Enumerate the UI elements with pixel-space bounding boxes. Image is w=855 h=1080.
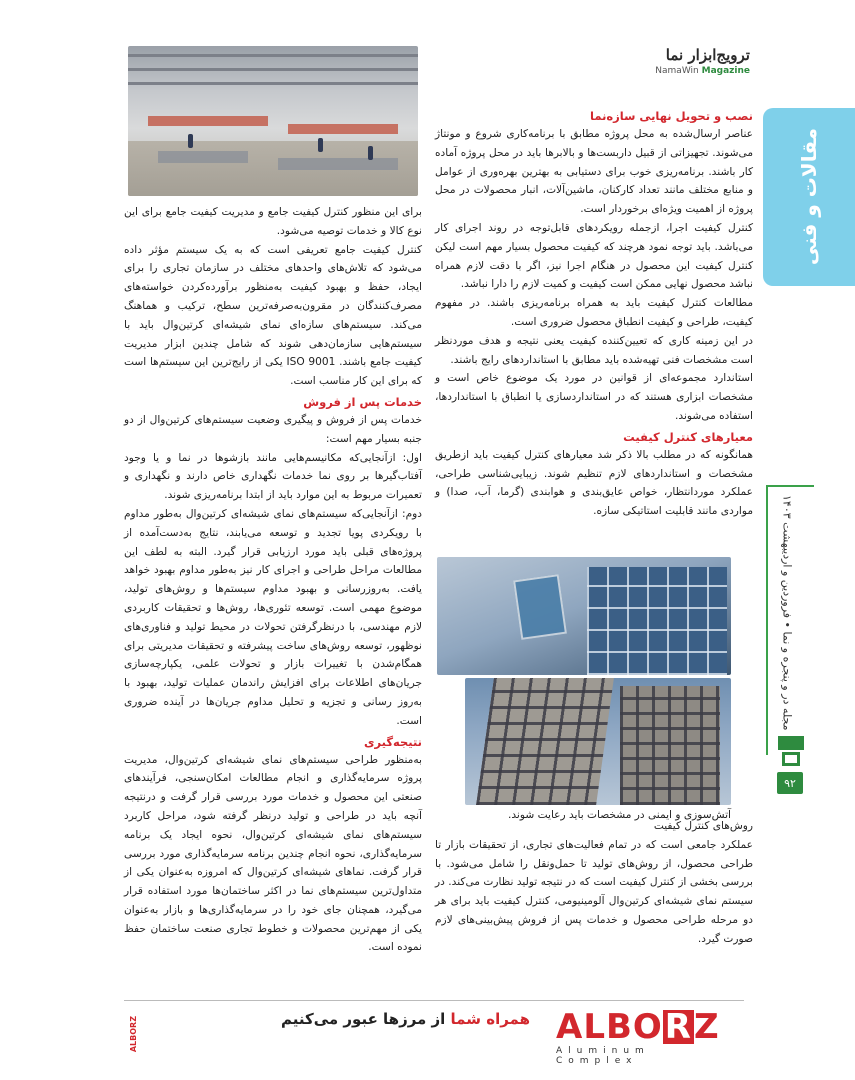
logo-word: Magazine <box>701 66 750 76</box>
alborz-part-3: Z <box>693 1007 720 1047</box>
paragraph: استاندارد مجموعه‌ای از قوانین در مورد یک موضوع خاص است و مشخصات ابزاری هستند که در استانداردسازی یا انطباق با استانداردها، استفاده می‌شوند. <box>435 372 753 422</box>
heading-quality-criteria: معیارهای کنترل کیفیت <box>623 429 753 444</box>
sidebar-divider <box>766 485 768 755</box>
logo-subtitle <box>640 66 750 76</box>
alborz-part-1: ALBO <box>556 1007 663 1047</box>
footer-divider <box>124 1000 744 1001</box>
paragraph: عناصر ارسال‌شده به محل پروژه مطابق با برنامه‌کاری شروع و مونتاژ می‌شوند. تجهیزاتی از قبیل داربست‌ها و بالابرها باید در محل پروژه آماده کار باشند. برنامه‌ریزی خوب برای دستیابی به بهترین بهره‌وری از عوامل و منابع مختلف مانند تعداد کارکنان، ماشین‌آلات، انبار محصولات در محل پروژه از اهمیت ویژه‌ای برخوردار است. <box>435 128 753 216</box>
issue-meta-wrap <box>770 495 804 731</box>
paragraph: روش‌های کنترل کیفیت <box>653 820 753 832</box>
section-tab-label: مقالات و فنی <box>797 128 821 266</box>
page-mark-outline-icon <box>782 752 800 766</box>
paragraph: کنترل کیفیت جامع تعریفی است که به یک سیستم مؤثر داده می‌شود که تلاش‌های واحدهای مختلف در سازمان تجاری را برای ایجاد، حفظ و بهبود کیفیت به‌منظور برآورده‌کردن خواسته‌های مصرف‌کنندگان در مقرون‌به‌صرفه‌ترین سطح، ترکیب و هماهنگ می‌کند. سیستم‌های سازه‌ای نمای شیشه‌ای کرتین‌وال باید با سیستم‌هایی سازمان‌دهی شوند که شامل چندین ابزار مدیریت کیفیت جامع باشند. ISO 9001 یکی از رایج‌ترین این سیستم‌ها است که برای این کار مناسب است. <box>124 243 422 388</box>
curtain-wall-install-photo <box>437 557 731 675</box>
page-mark-icon <box>778 736 804 750</box>
factory-photo <box>128 46 418 196</box>
paragraph: اول: ازآنجایی‌که مکانیسم‌هایی مانند بازشوها در نما و یا وجود آفتاب‌گیرها بر روی نما خدمات نگهداری خاص دارند و نگهداری و تعمیرات مربوط به این موارد باید از ابتدا برنامه‌ریزی شوند. <box>124 451 422 502</box>
article-left-column <box>124 203 422 957</box>
heading-installation: نصب و تحویل نهایی سازه‌نما <box>590 109 753 123</box>
alborz-logo <box>556 1007 734 1066</box>
heading-after-sales: خدمات پس از فروش <box>303 394 422 409</box>
paragraph: خدمات پس از فروش و پیگیری وضعیت سیستم‌های کرتین‌وال از دو جنبه بسیار مهم است: <box>124 413 422 445</box>
side-brand: ALBORZ <box>128 1015 138 1053</box>
paragraph: همانگونه که در مطلب بالا ذکر شد معیارهای کنترل کیفیت باید ازطریق مشخصات و استانداردهای لازم تنظیم شوند. زیبایی‌شناسی طراحی، عملکرد موردانتظار، خواص عایق‌بندی و هوابندی (گرما، آب، صدا) و مواردی مانند قابلیت استاتیکی سازه. <box>435 448 753 518</box>
paragraph: برای این منظور کنترل کیفیت جامع و مدیریت کیفیت جامع برای این نوع کالا و خدمات توصیه می‌شود. <box>124 206 422 237</box>
photo-caption: آتش‌سوزی و ایمنی در مشخصات باید رعایت شوند. <box>508 809 731 821</box>
paragraph: مطالعات کنترل کیفیت باید به همراه برنامه‌ریزی باشند. در مفهوم کیفیت، طراحی و کیفیت انطباق محصول ضروری است. <box>435 297 753 328</box>
page-number: ۹۲ <box>777 772 803 794</box>
article-right-column <box>435 105 753 521</box>
footer-slogan <box>240 1010 530 1028</box>
paragraph: در این زمینه کاری که تعیین‌کننده کیفیت یعنی نتیجه و هدف موردنظر است مشخصات فنی تهیه‌شده باید مطابق با استانداردهای رایج باشند. <box>435 334 753 366</box>
alborz-part-2: R <box>664 1007 692 1047</box>
magazine-logo <box>640 46 750 86</box>
alborz-subtitle: Aluminum Complex <box>556 1046 650 1066</box>
alborz-wordmark <box>556 1007 734 1047</box>
logo-title: ترویج‌ابزار نما <box>665 46 750 64</box>
slogan-rest: از مرزها عبور می‌کنیم <box>280 1010 451 1028</box>
heading-conclusion: نتیجه‌گیری <box>363 734 422 749</box>
logo-brand: NamaWin <box>655 66 699 76</box>
article-bottom-column <box>435 817 753 949</box>
side-brand-wrap <box>124 1005 142 1063</box>
slogan-highlight: همراه شما <box>450 1010 530 1028</box>
section-tab-label-wrap <box>763 108 855 286</box>
curtain-wall-frame-photo <box>465 678 731 805</box>
sidebar-divider-corner <box>766 485 814 487</box>
paragraph: دوم: ازآنجایی‌که سیستم‌های نمای شیشه‌ای کرتین‌وال به‌طور مداوم با رویکردی پویا تجدید و توسعه می‌یابند، نتایج به‌دست‌آمده از پروژه‌های قبلی باید مورد ارزیابی قرار گیرد. البته به لطف این مطالعات مراحل طراحی و اجرای کار نیز به‌طور مداوم بهبود خواهد یافت. به‌روزرسانی و بهبود مداوم سیستم‌ها و روش‌های تولید، موضوع مهمی است. توسعه تئوری‌ها، روش‌ها و تحقیقات کاربردی لازم مهندسی، با درنظرگرفتن تحولات در محیط تولید و فناوری‌های نوظهور، توسعه روش‌های ساخت پیشرفته و تحقیقات مدیریتی برای همگام‌شدن با تغییرات بازار و تحولات علمی، یکپارچه‌سازی جریان‌های اطلاعات برای افزایش راندمان عملیات تولید، بهبود با به‌روز رسانی و تجزیه و تحلیل مداوم جریان‌ها در آینده ضروری است. <box>124 507 422 727</box>
paragraph: کنترل کیفیت اجرا، ازجمله رویکردهای قابل‌توجه در روند اجرای کار می‌باشد. باید توجه نمود هرچند که کیفیت محصول بسیار مهم است لیکن کنترل کیفیت این محصول در هنگام اجرا نیز، اگر با دقت لازم همراه نباشد محصول نهایی ممکن است کیفیت و کمیت لازم را دارا نباشد. <box>435 221 753 291</box>
paragraph: به‌منظور طراحی سیستم‌های نمای شیشه‌ای کرتین‌وال، مدیریت پروژه سرمایه‌گذاری و انجام مطالعات امکان‌سنجی، فرآیندهای صنعتی این محصول و خدمات مورد بررسی قرار گرفت و درنتیجه آنچه باید در طراحی و تولید درنظر گرفته شود، مراحل کاربرد سیستم‌های نمای شیشه‌ای کرتین‌وال، نحوه ایجاد یک برنامه سرمایه‌گذاری، نحوه انجام چندین برنامه سرمایه‌گذاری مورد بررسی قرار گرفت. نماهای شیشه‌ای کرتین‌وال که امروزه به‌عنوان یکی از متداول‌ترین سیستم‌های نما در اکثر ساختمان‌ها مورد استفاده قرار می‌گیرد، همچنان جای خود را در سرمایه‌گذاری‌ها و بازار به‌عنوان یکی از مهم‌ترین محصولات و خطوط تجاری صنعت ساختمان حفظ نموده است. <box>124 753 422 954</box>
issue-meta: مجله در و پنجره و نما • فروردین و اردیبهشت ۱۴۰۳ <box>780 495 794 731</box>
paragraph: عملکرد جامعی است که در تمام فعالیت‌های تجاری، از تحقیقات بازار تا طراحی محصول، از روش‌های تولید تا حمل‌ونقل را شامل می‌شود. با بررسی بخشی از کنترل کیفیت است که در نتیجه تولید نظارت می‌کند. در سیستم نمای شیشه‌ای کرتین‌وال آلومینیومی، کنترل کیفیت باید برای هر دو مرحله طراحی محصول و خدمات پس از فروش پیش‌بینی‌های لازم صورت گیرد. <box>435 838 753 945</box>
